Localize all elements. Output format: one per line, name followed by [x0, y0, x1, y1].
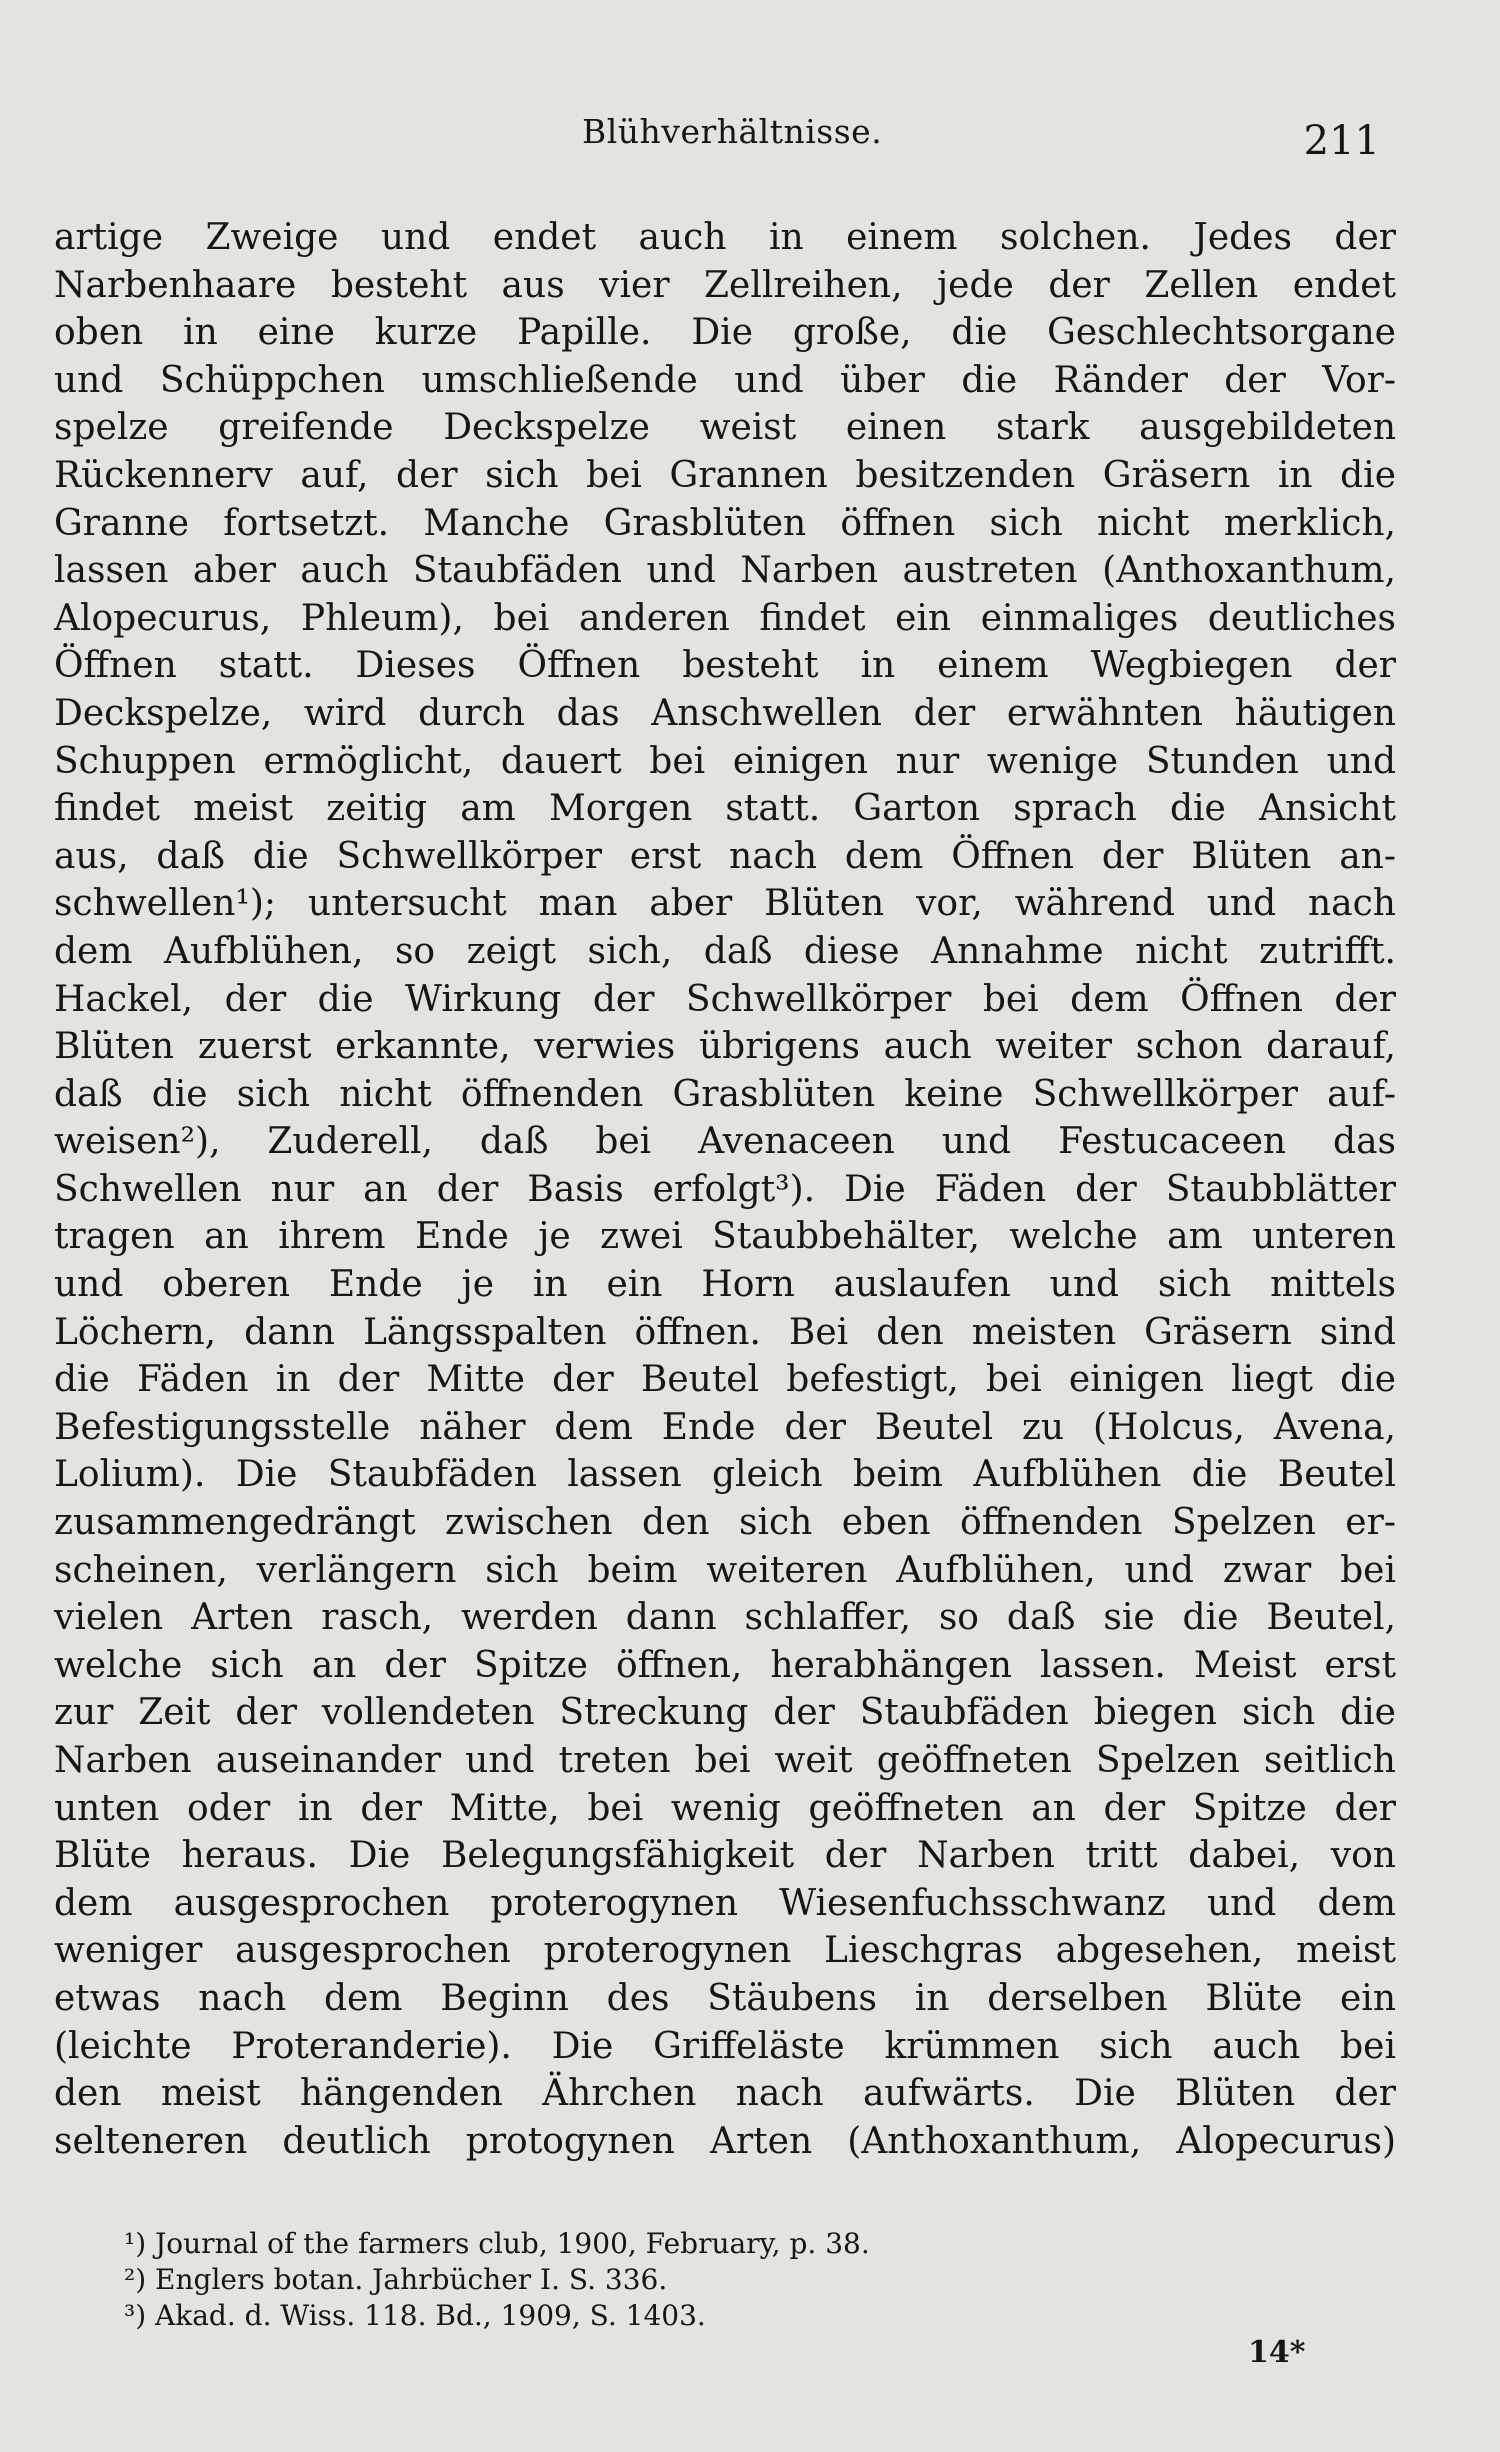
text-line: Blüte heraus. Die Belegungsfähigkeit der Narben tritt dabei, von	[54, 1835, 1396, 1877]
text-line: Deckspelze, wird durch das Anschwellen der erwähnten häutigen	[54, 692, 1396, 734]
body-text	[54, 214, 1396, 2165]
text-line: Narbenhaare besteht aus vier Zellreihen, jede der Zellen endet	[54, 264, 1396, 306]
text-line: spelze greifende Deckspelze weist einen stark ausgebildeten	[54, 407, 1396, 449]
text-line: Alopecurus, Phleum), bei anderen findet ein einmaliges deutliches	[54, 597, 1396, 639]
text-line: schwellen¹); untersucht man aber Blüten vor, während und nach	[54, 883, 1396, 925]
footnotes	[124, 2226, 1124, 2334]
text-line: tragen an ihrem Ende je zwei Staubbehälter, welche am unteren	[54, 1216, 1396, 1258]
text-line: Rückennerv auf, der sich bei Grannen besitzenden Gräsern in die	[54, 454, 1396, 496]
text-line: zur Zeit der vollendeten Streckung der Staubfäden biegen sich die	[54, 1692, 1396, 1734]
text-line: selteneren deutlich protogynen Arten (Anthoxanthum, Alopecurus)	[54, 2120, 1396, 2162]
footnote: ¹) Journal of the farmers club, 1900, February, p. 38.	[124, 2227, 870, 2260]
text-line: etwas nach dem Beginn des Stäubens in derselben Blüte ein	[54, 1977, 1396, 2019]
text-line: weniger ausgesprochen proterogynen Lieschgras abgesehen, meist	[54, 1930, 1396, 1972]
text-line: welche sich an der Spitze öffnen, herabhängen lassen. Meist erst	[54, 1644, 1396, 1686]
text-line: artige Zweige und endet auch in einem solchen. Jedes der	[54, 217, 1396, 258]
text-line: (leichte Proteranderie). Die Griffeläste krümmen sich auch bei	[54, 2025, 1396, 2067]
text-line: vielen Arten rasch, werden dann schlaffer, so daß sie die Beutel,	[54, 1597, 1396, 1639]
text-line: Lolium). Die Staubfäden lassen gleich beim Aufblühen die Beutel	[54, 1454, 1396, 1496]
text-line: Hackel, der die Wirkung der Schwellkörper bei dem Öffnen der	[54, 978, 1396, 1020]
text-line: dem Aufblühen, so zeigt sich, daß diese Annahme nicht zutrifft.	[54, 930, 1396, 972]
text-line: scheinen, verlängern sich beim weiteren Aufblühen, und zwar bei	[54, 1549, 1396, 1591]
footnote: ³) Akad. d. Wiss. 118. Bd., 1909, S. 1403.	[124, 2299, 706, 2332]
text-line: und Schüppchen umschließende und über die Ränder der Vor-	[54, 359, 1396, 401]
text-line: Befestigungsstelle näher dem Ende der Beutel zu (Holcus, Avena,	[54, 1406, 1396, 1448]
text-line: den meist hängenden Ährchen nach aufwärts. Die Blüten der	[54, 2073, 1396, 2115]
text-line: unten oder in der Mitte, bei wenig geöffneten an der Spitze der	[54, 1787, 1396, 1829]
text-line: und oberen Ende je in ein Horn auslaufen und sich mittels	[54, 1264, 1396, 1306]
text-line: Blüten zuerst erkannte, verwies übrigens auch weiter schon darauf,	[54, 1026, 1396, 1068]
text-line: zusammengedrängt zwischen den sich eben öffnenden Spelzen er-	[54, 1502, 1396, 1544]
text-line: Granne fortsetzt. Manche Grasblüten öffnen sich nicht merklich,	[54, 502, 1396, 544]
signature-mark: 14*	[1248, 2335, 1306, 2370]
text-line: Öffnen statt. Dieses Öffnen besteht in einem Wegbiegen der	[54, 645, 1396, 687]
text-line: daß die sich nicht öffnenden Grasblüten keine Schwellkörper auf-	[54, 1073, 1396, 1115]
running-title: Blühverhältnisse.	[582, 112, 883, 151]
text-line: die Fäden in der Mitte der Beutel befestigt, bei einigen liegt die	[54, 1359, 1396, 1401]
text-line: Schwellen nur an der Basis erfolgt³). Die Fäden der Staubblätter	[54, 1168, 1396, 1210]
text-line: Schuppen ermöglicht, dauert bei einigen nur wenige Stunden und	[54, 740, 1396, 782]
footnote: ²) Englers botan. Jahrbücher I. S. 336.	[124, 2263, 668, 2296]
text-line: weisen²), Zuderell, daß bei Avenaceen und Festucaceen das	[54, 1121, 1396, 1163]
text-line: lassen aber auch Staubfäden und Narben austreten (Anthoxanthum,	[54, 550, 1396, 592]
text-line: findet meist zeitig am Morgen statt. Garton sprach die Ansicht	[54, 788, 1396, 830]
text-line: aus, daß die Schwellkörper erst nach dem Öffnen der Blüten an-	[54, 835, 1396, 877]
text-line: Narben auseinander und treten bei weit geöffneten Spelzen seitlich	[54, 1740, 1396, 1781]
text-line: Löchern, dann Längsspalten öffnen. Bei den meisten Gräsern sind	[54, 1311, 1396, 1353]
page-number: 211	[1303, 118, 1380, 164]
text-line: dem ausgesprochen proterogynen Wiesenfuchsschwanz und dem	[54, 1882, 1396, 1924]
text-line: oben in eine kurze Papille. Die große, die Geschlechtsorgane	[54, 312, 1396, 354]
